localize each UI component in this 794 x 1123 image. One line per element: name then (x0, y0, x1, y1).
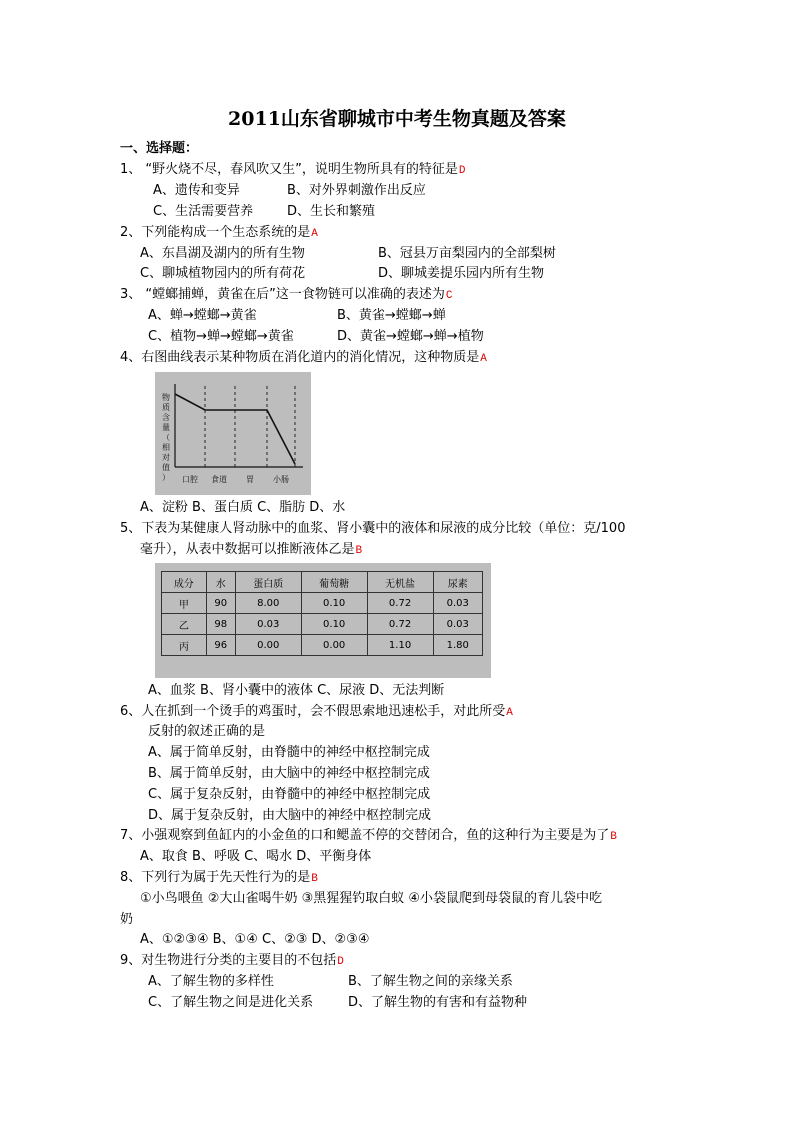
question-stem: 2、下列能构成一个生态系统的是 (120, 225, 311, 240)
x-tick-label: 食道 (211, 475, 227, 484)
digestion-curve-figure (155, 372, 311, 495)
question-stem: 9、对生物进行分类的主要目的不包括 (120, 953, 337, 968)
question-stem: 3、 “螳螂捕蝉，黄雀在后”这一食物链可以准确的表述为 (120, 287, 445, 302)
composition-table-figure (155, 563, 491, 678)
option-c: C、属于复杂反射，由脊髓中的神经中枢控制完成 (148, 787, 431, 802)
option-d: D、生长和繁殖 (287, 204, 376, 219)
option-c: C、了解生物之间是进化关系 (148, 995, 314, 1010)
table-cell: 0.03 (433, 593, 483, 614)
question-stem: 8、下列行为属于先天性行为的是 (120, 870, 311, 885)
composition-table (161, 571, 483, 656)
question-stem: 毫升），从表中数据可以推断液体乙是 (140, 542, 355, 557)
question-6-cont: 反射的叙述正确的是 (148, 724, 266, 739)
table-cell: 8.00 (235, 593, 301, 614)
table-cell: 0.10 (301, 593, 367, 614)
table-cell: 1.80 (433, 635, 483, 656)
x-tick-label: 口腔 (182, 475, 198, 484)
table-cell: 1.10 (367, 635, 433, 656)
table-header: 无机盐 (367, 572, 433, 593)
y-label-char: 质 (162, 403, 170, 412)
table-header: 成分 (162, 572, 207, 593)
y-label-char: 相 (162, 443, 170, 452)
question-8 (120, 868, 318, 889)
table-cell: 98 (206, 614, 235, 635)
table-header: 水 (206, 572, 235, 593)
answer-key: D (337, 956, 344, 968)
table-cell: 丙 (162, 635, 207, 656)
table-cell: 乙 (162, 614, 207, 635)
option-b: B、黄雀→螳螂→蝉 (337, 308, 446, 323)
table-cell: 0.03 (433, 614, 483, 635)
question-2 (120, 223, 318, 244)
option-a: A、了解生物的多样性 (148, 974, 274, 989)
question-stem: 6、人在抓到一个烫手的鸡蛋时，会不假思索地迅速松手，对此所受 (120, 704, 506, 719)
question-7 (120, 826, 617, 847)
answer-key: B (610, 831, 617, 843)
answer-key: A (311, 228, 318, 240)
option-a: A、蝉→螳螂→黄雀 (148, 308, 257, 323)
answer-key: A (480, 353, 487, 365)
question-5-cont (140, 540, 362, 561)
option-b: B、了解生物之间的亲缘关系 (348, 974, 513, 989)
question-stem: 4、右图曲线表示某种物质在消化道内的消化情况，这种物质是 (120, 350, 480, 365)
table-cell: 甲 (162, 593, 207, 614)
option-c: C、生活需要营养 (153, 204, 254, 219)
table-cell: 0.00 (235, 635, 301, 656)
question-9 (120, 951, 344, 972)
y-label-char: ） (162, 473, 170, 482)
x-tick-label: 胃 (246, 475, 254, 484)
question-8-items: ①小鸟喂鱼 ②大山雀喝牛奶 ③黑猩猩钓取白蚁 ④小袋鼠爬到母袋鼠的育儿袋中吃 (140, 891, 603, 906)
table-cell: 0.10 (301, 614, 367, 635)
question-4 (120, 348, 487, 369)
y-label-char: 值 (162, 463, 170, 472)
y-label-char: （ (162, 433, 170, 442)
y-label-char: 量 (162, 423, 170, 432)
option-d: D、属于复杂反射，由大脑中的神经中枢控制完成 (148, 808, 432, 823)
answer-key: C (445, 290, 453, 302)
option-d: D、了解生物的有害和有益物种 (348, 995, 528, 1010)
question-7-options: A、取食 B、呼吸 C、喝水 D、平衡身体 (140, 849, 372, 864)
table-header: 尿素 (433, 572, 483, 593)
table-cell: 90 (206, 593, 235, 614)
table-cell: 0.03 (235, 614, 301, 635)
y-label-char: 含 (162, 413, 170, 422)
section-heading: 一、选择题： (120, 141, 199, 156)
option-a: A、东昌湖及湖内的所有生物 (140, 246, 305, 261)
option-a: A、属于简单反射，由脊髓中的神经中枢控制完成 (148, 745, 430, 760)
question-3 (120, 285, 452, 306)
table-header: 葡萄糖 (301, 572, 367, 593)
y-label-char: 物 (162, 393, 170, 402)
question-8-options: A、①②③④ B、①④ C、②③ D、②③④ (140, 932, 370, 947)
question-1 (120, 160, 465, 181)
question-5-options: A、血浆 B、肾小囊中的液体 C、尿液 D、无法判断 (148, 683, 445, 698)
question-4-options: A、淀粉 B、蛋白质 C、脂肪 D、水 (140, 500, 346, 515)
answer-key: B (311, 873, 318, 885)
option-d: D、聊城姜提乐园内所有生物 (378, 266, 545, 281)
option-a: A、遗传和变异 (153, 183, 240, 198)
y-label-char: 对 (162, 453, 170, 462)
page-title: 2011山东省聊城市中考生物真题及答案 (228, 108, 566, 130)
question-5: 5、下表为某健康人肾动脉中的血浆、肾小囊中的液体和尿液的成分比较（单位：克/100 (120, 521, 626, 536)
answer-key: B (355, 545, 363, 557)
table-row (162, 614, 483, 635)
table-cell: 96 (206, 635, 235, 656)
table-header: 蛋白质 (235, 572, 301, 593)
table-row (162, 593, 483, 614)
table-row (162, 635, 483, 656)
table-cell: 0.00 (301, 635, 367, 656)
question-stem: 1、 “野火烧不尽，春风吹又生”，说明生物所具有的特征是 (120, 162, 458, 177)
table-cell: 0.72 (367, 614, 433, 635)
option-b: B、对外界刺激作出反应 (287, 183, 426, 198)
question-6 (120, 702, 513, 723)
option-d: D、黄雀→螳螂→蝉→植物 (337, 329, 484, 344)
option-b: B、冠县万亩梨园内的全部梨树 (378, 246, 556, 261)
question-8-items-cont: 奶 (120, 912, 134, 927)
table-header-row (162, 572, 483, 593)
table-cell: 0.72 (367, 593, 433, 614)
option-c: C、聊城植物园内的所有荷花 (140, 266, 306, 281)
question-stem: 7、小强观察到鱼缸内的小金鱼的口和鳃盖不停的交替闭合，鱼的这种行为主要是为了 (120, 828, 610, 843)
x-tick-label: 小肠 (273, 475, 289, 484)
answer-key: A (506, 707, 513, 719)
option-b: B、属于简单反射，由大脑中的神经中枢控制完成 (148, 766, 430, 781)
answer-key: D (458, 165, 466, 177)
option-c: C、植物→蝉→螳螂→黄雀 (148, 329, 294, 344)
